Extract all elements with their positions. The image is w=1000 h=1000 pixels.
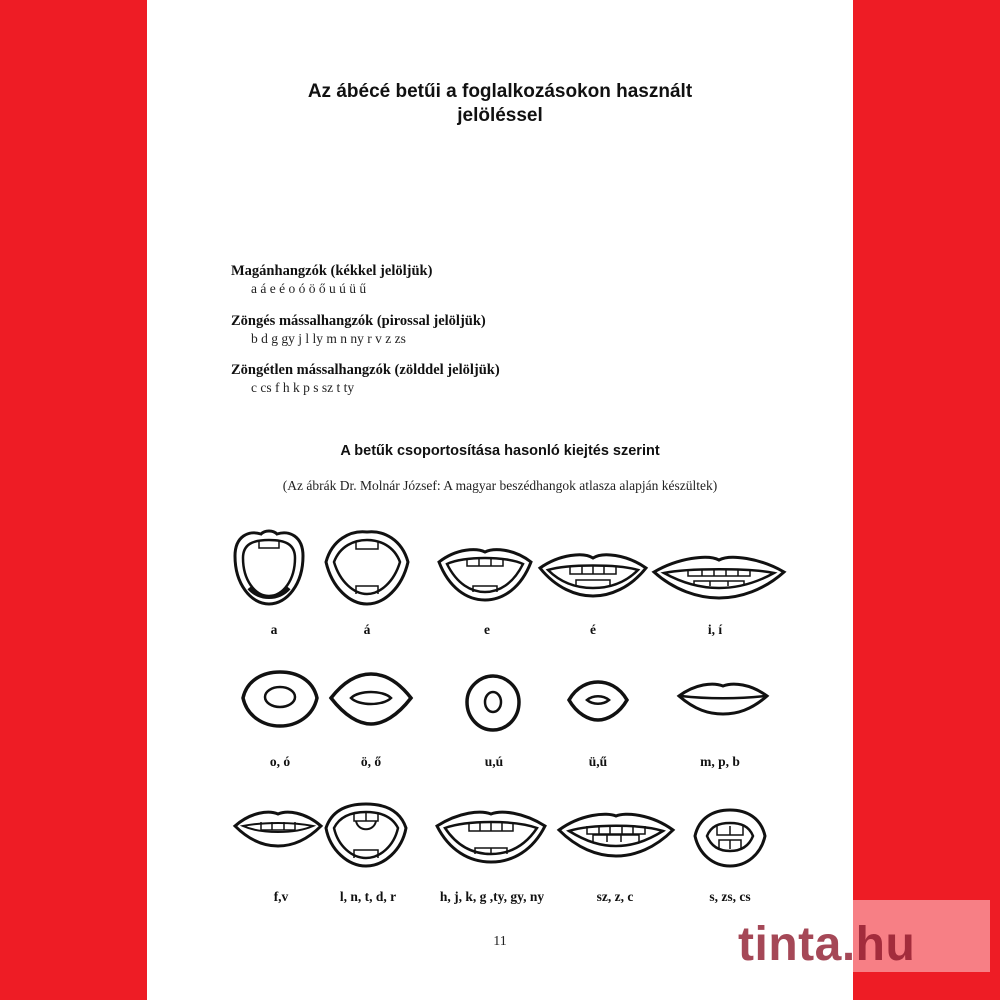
mouth-illustration-aa xyxy=(322,528,412,608)
label-e: e xyxy=(484,622,490,637)
mouth-illustration-a xyxy=(229,528,309,608)
label-f: f,v xyxy=(273,889,289,904)
voiced-consonants-letters: b d g gy j l ly m n ny r v z zs xyxy=(251,331,406,346)
label-ue: ü,ű xyxy=(588,754,608,769)
label-a: a xyxy=(270,622,278,637)
mouth-illustration-ue xyxy=(567,680,629,722)
mouth-illustration-oe xyxy=(329,672,413,726)
mouth-illustration-o xyxy=(239,670,321,728)
label-s: s, zs, cs xyxy=(709,889,751,904)
label-i: i, í xyxy=(707,622,723,637)
page-title-line-2: jelöléssel xyxy=(457,105,543,126)
source-note: (Az ábrák Dr. Molnár József: A magyar beszédhangok atlasza alapján készültek) xyxy=(282,478,718,493)
watermark-logo: tinta.hu xyxy=(738,918,916,971)
voiceless-consonants-heading: Zöngétlen mássalhangzók (zölddel jelöljük) xyxy=(231,362,500,378)
mouth-illustration-ee xyxy=(538,552,648,598)
vowels-section xyxy=(231,262,432,297)
mouth-illustration-u xyxy=(465,674,521,732)
book-page xyxy=(147,0,853,1000)
mouth-illustration-sz xyxy=(557,810,675,858)
label-u: u,ú xyxy=(484,754,504,769)
label-l: l, n, t, d, r xyxy=(339,889,397,904)
vowels-heading: Magánhangzók (kékkel jelöljük) xyxy=(231,263,433,279)
mouth-illustration-s xyxy=(693,808,767,868)
voiced-consonants-section xyxy=(231,312,486,347)
mouth-illustration-m xyxy=(677,680,769,716)
grouping-subtitle: A betűk csoportosítása hasonló kiejtés szerint xyxy=(340,443,660,459)
voiced-consonants-heading: Zöngés mássalhangzók (pirossal jelöljük) xyxy=(231,313,486,329)
label-o: o, ó xyxy=(269,754,291,769)
mouth-illustration-e xyxy=(437,544,533,604)
voiceless-consonants-letters: c cs f h k p s sz t ty xyxy=(251,380,355,395)
label-aa: á xyxy=(363,622,371,637)
label-sz: sz, z, c xyxy=(596,889,634,904)
mouth-illustration-h xyxy=(435,808,547,864)
vowels-letters: a á e é o ó ö ő u ú ü ű xyxy=(251,281,367,296)
page-number: 11 xyxy=(493,934,507,949)
page-title-line-1: Az ábécé betűi a foglalkozásokon használt xyxy=(307,81,693,102)
page-title xyxy=(147,80,853,128)
voiceless-consonants-section xyxy=(231,361,500,396)
mouth-illustration-i xyxy=(652,554,786,600)
label-h: h, j, k, g ,ty, gy, ny xyxy=(439,889,545,904)
label-ee: é xyxy=(590,622,596,637)
mouth-illustration-f xyxy=(233,808,323,848)
mouth-illustration-l xyxy=(322,802,410,868)
label-m: m, p, b xyxy=(700,754,740,769)
label-oe: ö, ő xyxy=(360,754,382,769)
